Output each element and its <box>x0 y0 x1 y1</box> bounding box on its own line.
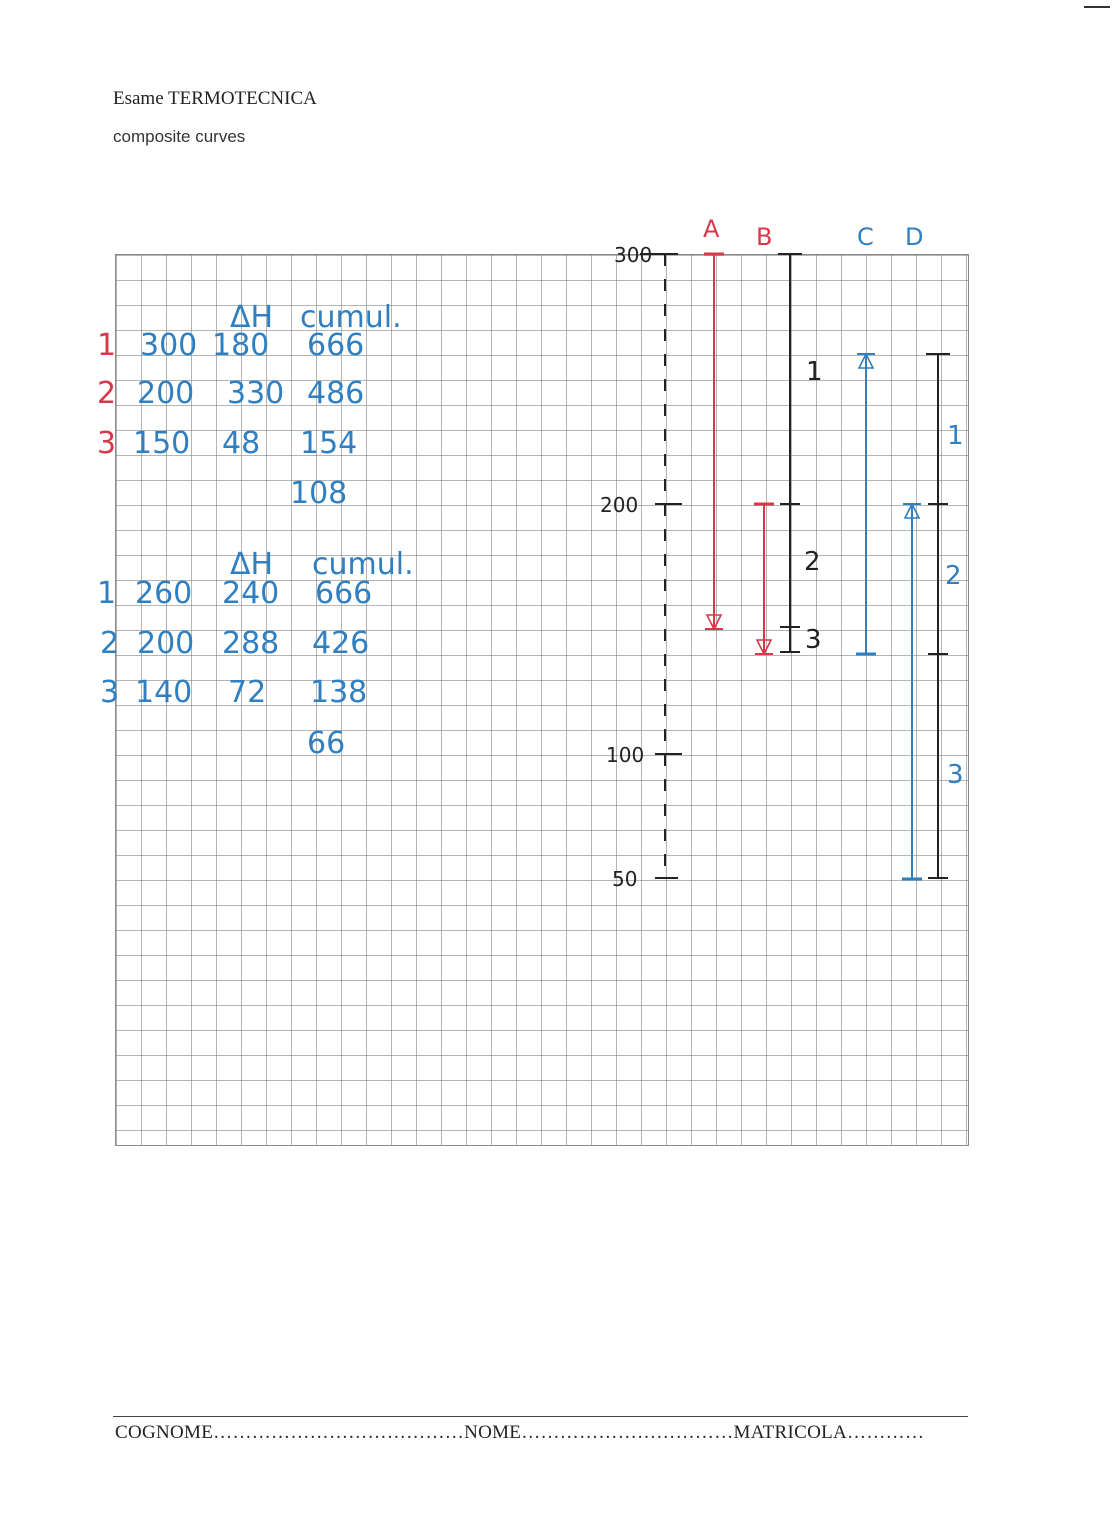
cold-row2-dh: 288 <box>222 626 280 661</box>
cold-row3-idx: 3 <box>100 675 120 710</box>
cold-remainder: 66 <box>307 726 346 761</box>
cold-row3-temp: 140 <box>135 675 193 710</box>
cold-col-dh: ΔH <box>230 547 274 582</box>
hot-col-dh: ΔH <box>230 300 274 335</box>
cold-interval-2: 2 <box>945 561 962 591</box>
stream-label-d: D <box>905 223 924 251</box>
temperature-axis <box>600 243 682 891</box>
stream-label-a: A <box>703 215 720 243</box>
stream-label-b: B <box>756 223 773 251</box>
hot-row1-cumul: 666 <box>307 328 365 363</box>
hot-composite-intervals <box>778 254 823 655</box>
hot-row2-dh: 330 <box>227 376 285 411</box>
hot-row3-temp: 150 <box>133 426 191 461</box>
cold-composite-intervals <box>926 354 964 878</box>
axis-label-100: 100 <box>606 743 645 767</box>
axis-label-200: 200 <box>600 493 639 517</box>
cold-row1-temp: 260 <box>135 576 193 611</box>
hot-row3-dh: 48 <box>222 426 261 461</box>
stream-label-c: C <box>857 223 874 251</box>
cold-row1-dh: 240 <box>222 576 280 611</box>
hot-row1-dh: 180 <box>212 328 270 363</box>
hot-interval-1: 1 <box>806 357 823 387</box>
hot-row1-idx: 1 <box>97 328 117 363</box>
hot-interval-2: 2 <box>804 547 821 577</box>
cold-row1-cumul: 666 <box>315 576 373 611</box>
hot-row2-temp: 200 <box>137 376 195 411</box>
hot-col-cumul: cumul. <box>300 300 402 335</box>
nome-field[interactable]: NOME…………………………… <box>464 1422 734 1443</box>
axis-label-50: 50 <box>612 867 638 891</box>
hot-row2-idx: 2 <box>97 376 117 411</box>
cold-row2-temp: 200 <box>137 626 195 661</box>
cold-col-cumul: cumul. <box>312 547 414 582</box>
cold-interval-1: 1 <box>947 421 964 451</box>
cognome-field[interactable]: COGNOME………………………………… <box>115 1422 465 1443</box>
exam-subtitle: composite curves <box>113 127 246 146</box>
cold-row3-cumul: 138 <box>310 675 368 710</box>
cold-row2-cumul: 426 <box>312 626 370 661</box>
hot-row3-idx: 3 <box>97 426 117 461</box>
hot-row3-cumul: 154 <box>300 426 358 461</box>
cold-row3-dh: 72 <box>228 675 267 710</box>
hot-row1-temp: 300 <box>140 328 198 363</box>
footer-rule <box>113 1416 968 1417</box>
matricola-field[interactable]: MATRICOLA………… <box>733 1422 925 1443</box>
cold-row2-idx: 2 <box>100 626 120 661</box>
hot-remainder: 108 <box>290 476 348 511</box>
cold-interval-3: 3 <box>947 760 964 790</box>
hot-interval-3: 3 <box>805 625 822 655</box>
cold-row1-idx: 1 <box>97 576 117 611</box>
exam-title: Esame TERMOTECNICA <box>113 88 317 109</box>
student-info-line <box>115 1422 924 1444</box>
hot-row2-cumul: 486 <box>307 376 365 411</box>
axis-label-300: 300 <box>614 243 653 267</box>
